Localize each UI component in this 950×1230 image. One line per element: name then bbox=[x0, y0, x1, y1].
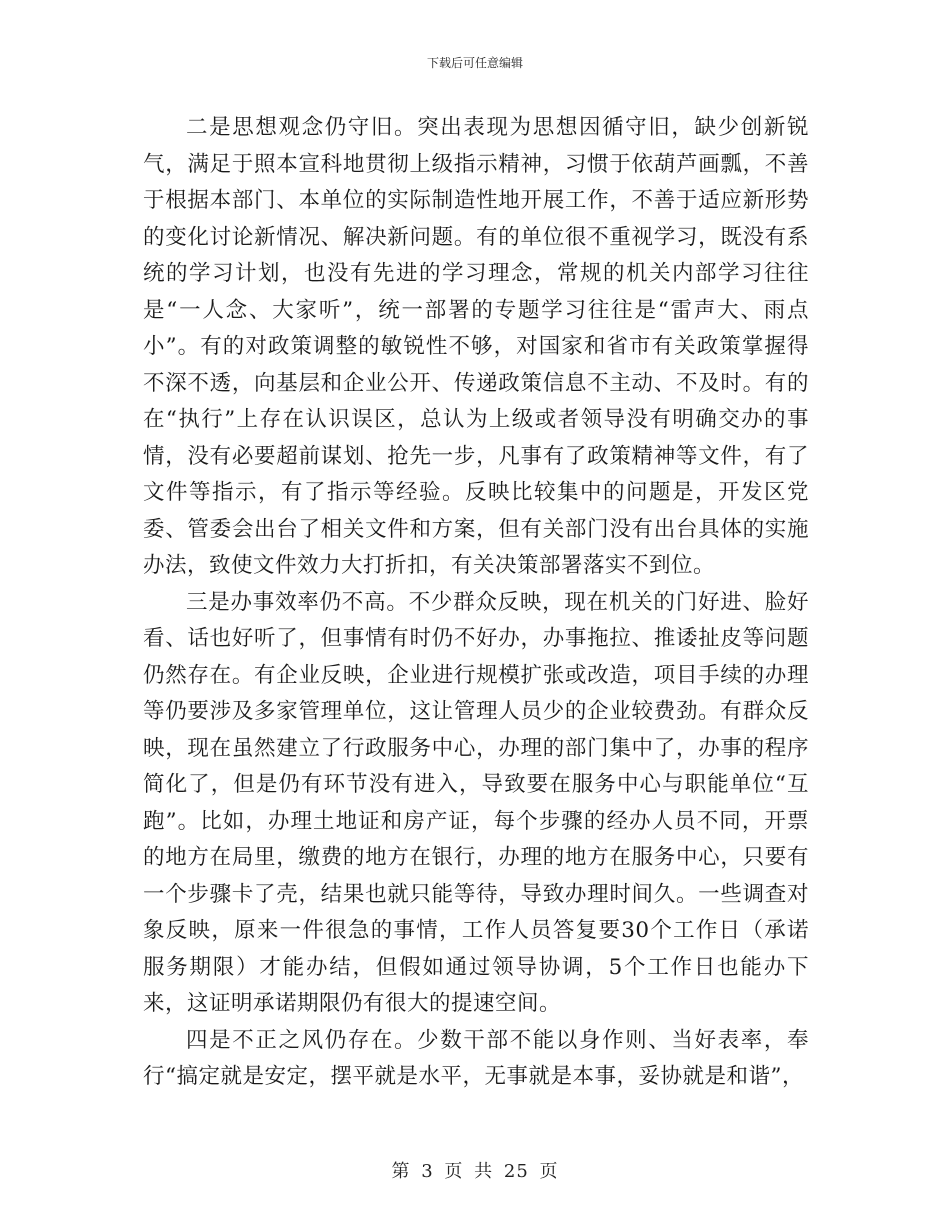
header-note: 下载后可任意编辑 bbox=[426, 56, 523, 70]
document-body bbox=[143, 110, 809, 1096]
total-page-count: 25 bbox=[503, 1161, 529, 1182]
footer-page-unit: 页 bbox=[444, 1161, 464, 1182]
footer-prefix: 第 bbox=[391, 1161, 411, 1182]
current-page-number: 3 bbox=[421, 1161, 434, 1182]
paragraph-3: 三是办事效率仍不高。不少群众反映，现在机关的门好进、脸好看、话也好听了，但事情有时仍不好办，办事拖拉、推诿扯皮等问题仍然存在。有企业反映，企业进行规模扩张或改造，项目手续的办理等仍要涉及多家管理单位，这让管理人员少的企业较费劲。有群众反映，现在虽然建立了行政服务中心，办理的部门集中了，办事的程序简化了，但是仍有环节没有进入，导致要在服务中心与职能单位“互跑”。比如，办理土地证和房产证，每个步骤的经办人员不同，开票的地方在局里，缴费的地方在银行，办理的地方在服务中心，只要有一个步骤卡了壳，结果也就只能等待，导致办理时间久。一些调查对象反映，原来一件很急的事情，工作人员答复要30个工作日（承诺服务期限）才能办结，但假如通过领导协调，5个工作日也能办下来，这证明承诺期限仍有很大的提速空间。 bbox=[143, 589, 809, 1016]
footer-total-word: 共 bbox=[474, 1161, 494, 1182]
page-footer bbox=[0, 1157, 950, 1183]
paragraph-2: 二是思想观念仍守旧。突出表现为思想因循守旧，缺少创新锐气，满足于照本宣科地贯彻上级指示精神，习惯于依葫芦画瓢，不善于根据本部门、本单位的实际制造性地开展工作，不善于适应新形势的变化讨论新情况、解决新问题。有的单位很不重视学习，既没有系统的学习计划，也没有先进的学习理念，常规的机关内部学习往往是“一人念、大家听”，统一部署的专题学习往往是“雷声大、雨点小”。有的对政策调整的敏锐性不够，对国家和省市有关政策掌握得不深不透，向基层和企业公开、传递政策信息不主动、不及时。有的在“执行”上存在认识误区，总认为上级或者领导没有明确交办的事情，没有必要超前谋划、抢先一步，凡事有了政策精神等文件，有了文件等指示，有了指示等经验。反映比较集中的问题是，开发区党委、管委会出台了相关文件和方案，但有关部门没有出台具体的实施办法，致使文件效力大打折扣，有关决策部署落实不到位。 bbox=[143, 115, 809, 578]
paragraph-4: 四是不正之风仍存在。少数干部不能以身作则、当好表率，奉行“搞定就是安定，摆平就是水平，无事就是本事，妥协就是和谐”， bbox=[143, 1027, 809, 1089]
footer-total-unit: 页 bbox=[539, 1161, 559, 1182]
page-header bbox=[0, 54, 950, 71]
